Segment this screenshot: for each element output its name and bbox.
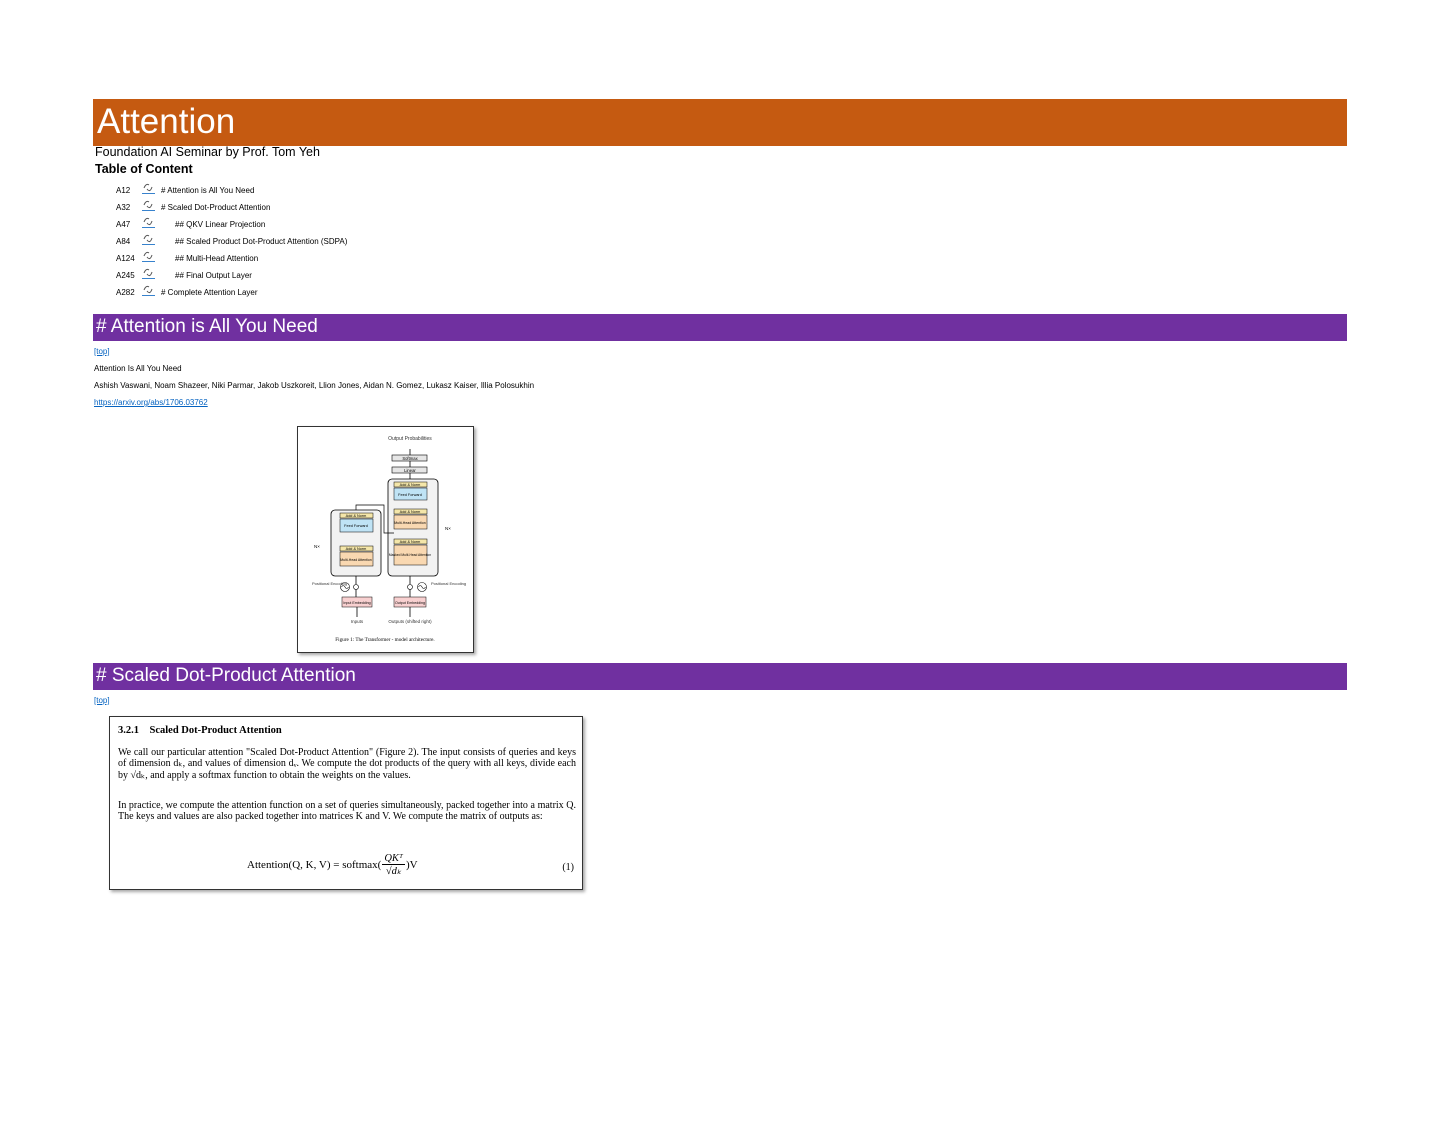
linear-label: Linear <box>404 468 416 473</box>
positional-encoding-label-left: Positional Encoding <box>312 581 348 586</box>
hyperlink-icon[interactable] <box>141 182 155 194</box>
equation-left: Attention(Q, K, V) = softmax( <box>247 859 382 871</box>
decoder-add-norm-label-3: Add & Norm <box>399 540 421 544</box>
toc-cell-ref: A47 <box>116 220 131 229</box>
positional-encoding-label-right: Positional Encoding <box>431 581 467 586</box>
top-link[interactable]: [top] <box>94 696 110 705</box>
attention-equation <box>247 853 418 877</box>
encoder-multi-head-label: Multi-Head Attention <box>340 558 372 562</box>
encoder-add-norm-label-2: Add & Norm <box>345 547 367 551</box>
title-bar <box>93 99 1347 146</box>
decoder-add-norm-label-1: Add & Norm <box>399 483 421 487</box>
section-heading: # Scaled Dot-Product Attention <box>96 665 356 686</box>
toc-item-label[interactable]: ## Scaled Product Dot-Product Attention (SDPA) <box>175 237 348 246</box>
top-link[interactable]: [top] <box>94 347 110 356</box>
toc-cell-ref: A32 <box>116 203 131 212</box>
toc-cell-ref: A12 <box>116 186 131 195</box>
toc-item-label[interactable]: ## QKV Linear Projection <box>175 220 266 229</box>
decoder-feed-forward-label: Feed Forward <box>398 493 422 497</box>
input-embedding-label: Input Embedding <box>343 601 371 605</box>
paper-title: Attention Is All You Need <box>94 364 182 373</box>
excerpt-heading-number: 3.2.1 <box>118 725 139 736</box>
toc-row <box>0 183 600 197</box>
hyperlink-icon[interactable] <box>141 250 155 262</box>
toc-cell-ref: A245 <box>116 271 135 280</box>
section-heading: # Attention is All You Need <box>96 316 318 337</box>
excerpt-heading: Scaled Dot-Product Attention <box>149 725 282 736</box>
equation-denominator: √dₖ <box>385 866 402 877</box>
hyperlink-icon[interactable] <box>141 199 155 211</box>
toc-item-label[interactable]: # Attention is All You Need <box>161 186 255 195</box>
decoder-nx-label: N× <box>445 526 451 531</box>
subtitle: Foundation AI Seminar by Prof. Tom Yeh <box>95 145 320 159</box>
toc-row <box>0 200 600 214</box>
encoder-add-norm-label-1: Add & Norm <box>345 514 367 518</box>
toc-item-label[interactable]: ## Multi-Head Attention <box>175 254 259 263</box>
toc-cell-ref: A84 <box>116 237 131 246</box>
equation-number: (1) <box>562 862 574 873</box>
toc-row <box>0 217 600 231</box>
encoder-feed-forward-label: Feed Forward <box>344 524 368 528</box>
hyperlink-icon[interactable] <box>141 233 155 245</box>
transformer-diagram <box>298 427 473 652</box>
section-header-attention-is-all-you-need <box>93 314 1347 341</box>
paper-authors: Ashish Vaswani, Noam Shazeer, Niki Parmar, Jakob Uszkoreit, Llion Jones, Aidan N. Gomez, Lukasz Kaiser, Illia Polosukhin <box>94 381 535 390</box>
output-embedding-label: Output Embedding <box>395 601 425 605</box>
outputs-label: Outputs (shifted right) <box>388 619 432 624</box>
toc-title: Table of Content <box>95 162 193 176</box>
equation-right: )V <box>405 859 418 871</box>
excerpt-paragraph-2: In practice, we compute the attention function on a set of queries simultaneously, packed together into a matrix Q. The keys and values are also packed together into matrices K and V. We compute the matrix of outputs as: <box>118 800 576 823</box>
section-header-scaled-dot-product <box>93 663 1347 690</box>
toc-item-label[interactable]: # Scaled Dot-Product Attention <box>161 203 271 212</box>
transformer-figure <box>297 426 474 653</box>
inputs-label: Inputs <box>350 619 364 624</box>
toc-cell-ref: A124 <box>116 254 135 263</box>
toc-cell-ref: A282 <box>116 288 135 297</box>
excerpt-paragraph-1: We call our particular attention "Scaled Dot-Product Attention" (Figure 2). The input consists of queries and keys of dimension dₖ, and values of dimension dᵥ. We compute the dot products of the query with all keys, divide each by √dₖ, and apply a softmax function to obtain the weights on the values. <box>118 747 576 781</box>
output-probabilities-label: Output Probabilities <box>388 436 432 442</box>
scaled-dot-product-excerpt <box>109 716 583 890</box>
equation-numerator: QKᵀ <box>384 853 403 864</box>
softmax-label: Softmax <box>402 456 418 461</box>
toc-row <box>0 285 600 299</box>
toc-item-label[interactable]: # Complete Attention Layer <box>161 288 258 297</box>
toc-row <box>0 234 600 248</box>
hyperlink-icon[interactable] <box>141 216 155 228</box>
decoder-add-norm-label-2: Add & Norm <box>399 510 421 514</box>
toc-row <box>0 268 600 282</box>
toc-item-label[interactable]: ## Final Output Layer <box>175 271 252 280</box>
encoder-nx-label: N× <box>314 544 320 549</box>
figure-caption: Figure 1: The Transformer - model architecture. <box>335 637 435 643</box>
page-title: Attention <box>97 102 236 141</box>
toc-row <box>0 251 600 265</box>
decoder-multi-head-label: Multi-Head Attention <box>394 521 426 525</box>
paper-url-link[interactable]: https://arxiv.org/abs/1706.03762 <box>94 398 208 407</box>
hyperlink-icon[interactable] <box>141 267 155 279</box>
hyperlink-icon[interactable] <box>141 284 155 296</box>
decoder-masked-label: Masked Multi-Head Attention <box>388 553 432 557</box>
